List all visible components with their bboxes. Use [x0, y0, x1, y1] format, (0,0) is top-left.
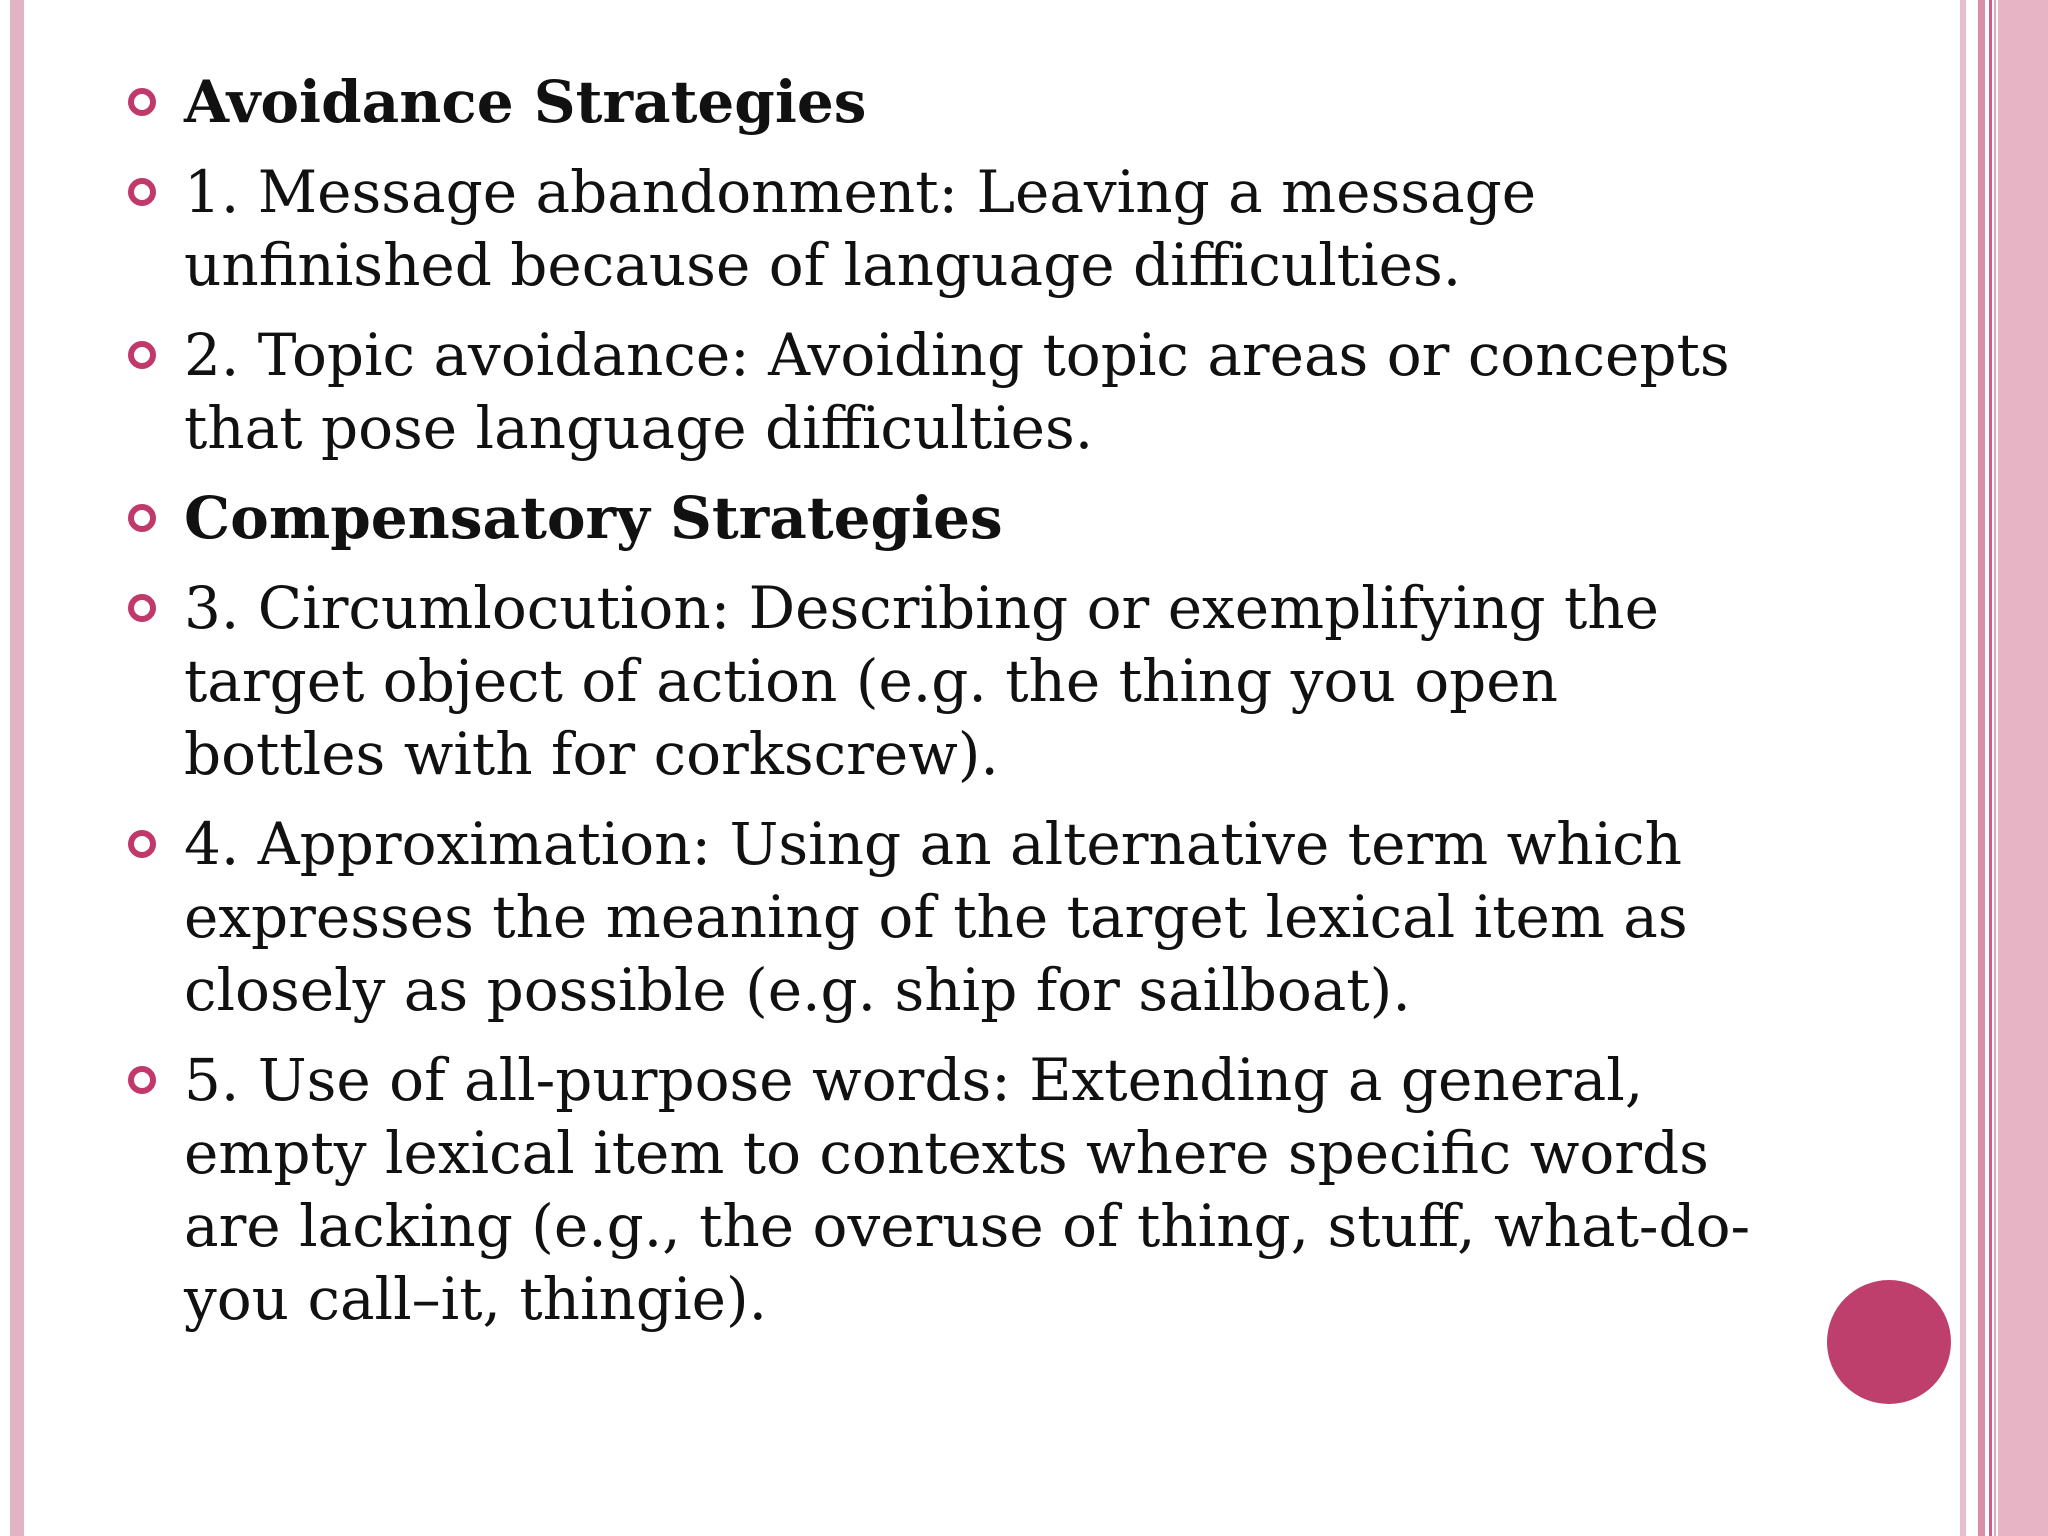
list-item — [128, 1044, 1768, 1336]
list-item-text: 4. Approximation: Using an alternative term which expresses the meaning of the target lexical item as closely as possible (e.g. ship for sailboat). — [184, 810, 1688, 1024]
list-item — [128, 808, 1768, 1027]
list-item — [128, 156, 1768, 302]
right-decorative-bar-2 — [1978, 0, 1985, 1536]
list-item — [128, 319, 1768, 465]
list-item — [128, 66, 1768, 139]
right-decorative-bar-4 — [1994, 0, 1996, 1536]
list-item-text: 3. Circumlocution: Describing or exemplifying the target object of action (e.g. the thing you open bottles with for corkscrew). — [184, 574, 1659, 788]
right-decorative-bar-5 — [1998, 0, 2048, 1536]
ring-bullet-icon — [128, 830, 156, 858]
list-item — [128, 572, 1768, 791]
ring-bullet-icon — [128, 1066, 156, 1094]
list-item-text: Compensatory Strategies — [184, 484, 1003, 552]
list-item-text: 1. Message abandonment: Leaving a message unfinished because of language difficulties. — [184, 158, 1537, 299]
right-decorative-bar-3 — [1989, 0, 1992, 1536]
list-item-text: 5. Use of all-purpose words: Extending a general, empty lexical item to contexts where specific words are lacking (e.g., the overuse of thing, stuff, what-do-you call–it, thingie). — [184, 1046, 1751, 1333]
decorative-circle — [1827, 1280, 1951, 1404]
ring-bullet-icon — [128, 178, 156, 206]
right-decorative-bar-1 — [1960, 0, 1966, 1536]
ring-bullet-icon — [128, 504, 156, 532]
list-item — [128, 482, 1768, 555]
ring-bullet-icon — [128, 594, 156, 622]
list-item-text: 2. Topic avoidance: Avoiding topic areas or concepts that pose language difficulties. — [184, 321, 1730, 462]
left-decorative-bar — [10, 0, 24, 1536]
list-item-text: Avoidance Strategies — [184, 68, 867, 136]
ring-bullet-icon — [128, 341, 156, 369]
bullet-list — [128, 66, 1768, 1353]
ring-bullet-icon — [128, 88, 156, 116]
